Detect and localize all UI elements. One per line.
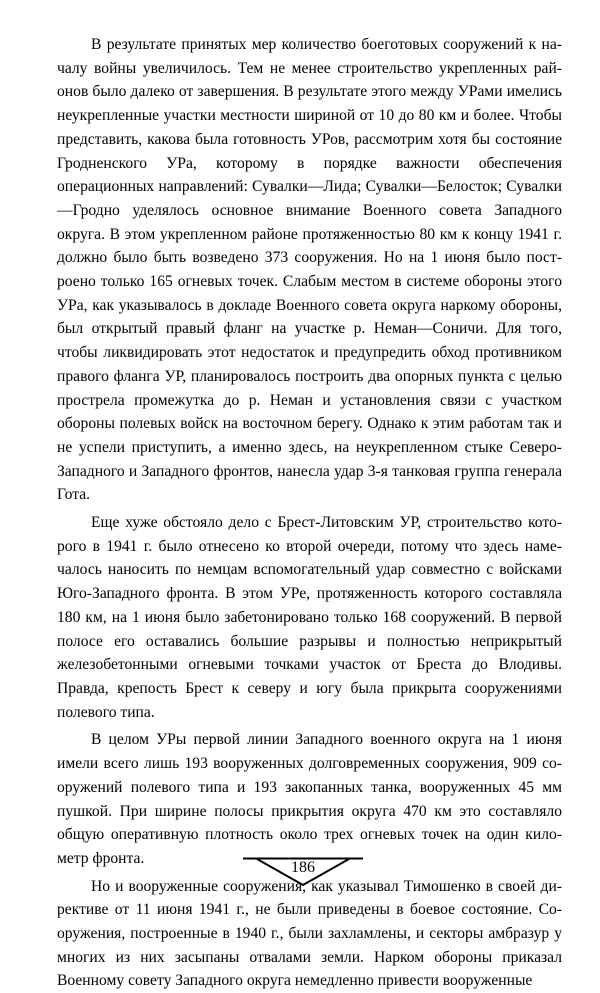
paragraph-1: В результате принятых мер количество боеготовых сооружений к началу войны увеличилось. Тем не менее строительство укрепленных районов было далеко от завершения. В результате этого между УРами имелись неукрепленные участки местности шириной от 10 до 80 км и более. Чтобы представить, какова была готовность УРов, рассмотрим хотя бы состояние Гродненского УРа, которому в порядке важности обеспечения операционных направлений: Сувалки—Лида; Сувалки—Белосток; Сувалки—Гродно уделялось основное внимание Военного совета Западного округа. В этом укрепленном районе протяженностью 80 км к концу 1941 г. должно было быть возведено 373 сооружения. Но на 1 июня было построено только 165 огневых точек. Слабым местом в системе обороны этого УРа, как указывалось в докладе Военного совета округа наркому обороны, был открытый правый фланг на участке р. Неман—Соничи. Для того, чтобы ликвидировать этот недостаток и предупредить обход противником правого фланга УР, планировалось построить два опорных пункта с целью прострела промежутка до р. Неман и установления связи с участком обороны полевых войск на восточном берегу. Однако к этим работам так и не успели приступить, а именно здесь, на неукрепленном стыке Северо-Западного и Западного фронтов, нанесла удар 3-я танковая группа генерала Гота. bbox=[57, 36, 562, 504]
paragraph-3: В целом УРы первой линии Западного военного округа на 1 июня имели всего лишь 193 вооруженных долговременных сооружения, 909 сооружений полевого типа и 193 закопанных танка, вооруженных 45 мм пушкой. При ширине полосы прикрытия округа 470 км это составляло общую оперативную плотность около трех огневых точек на один километр фронта. bbox=[57, 731, 562, 867]
page-footer bbox=[243, 857, 363, 887]
paragraph-4: Но и вооруженные сооружения, как указывал Тимошенко в своей директиве от 11 июня 1941 г., не были приведены в боевое состояние. Сооружения, построенные в 1940 г., были захламлены, и секторы амбразур у многих из них засыпаны отвалами земли. Нарком обороны приказал Военному совету Западного округа немедленно привести вооруженные bbox=[57, 877, 562, 990]
body-text bbox=[57, 33, 562, 993]
page-number: 186 bbox=[291, 859, 315, 876]
paragraph-2: Еще хуже обстояло дело с Брест-Литовским УР, строительство которого в 1941 г. было отнесено ко второй очереди, потому что здесь намечалось наносить по немцам вспомогательный удар совместно с войсками Юго-Западного фронта. В этом УРе, протяженность которого составляла 180 км, на 1 июня было забетонировано только 168 сооружений. В первой полосе его оставались большие разрывы и полностью неприкрытый железобетонными огневыми точками участок от Бреста до Влодивы. Правда, крепость Брест к северу и югу была прикрыта сооружениями полевого типа. bbox=[57, 514, 562, 721]
